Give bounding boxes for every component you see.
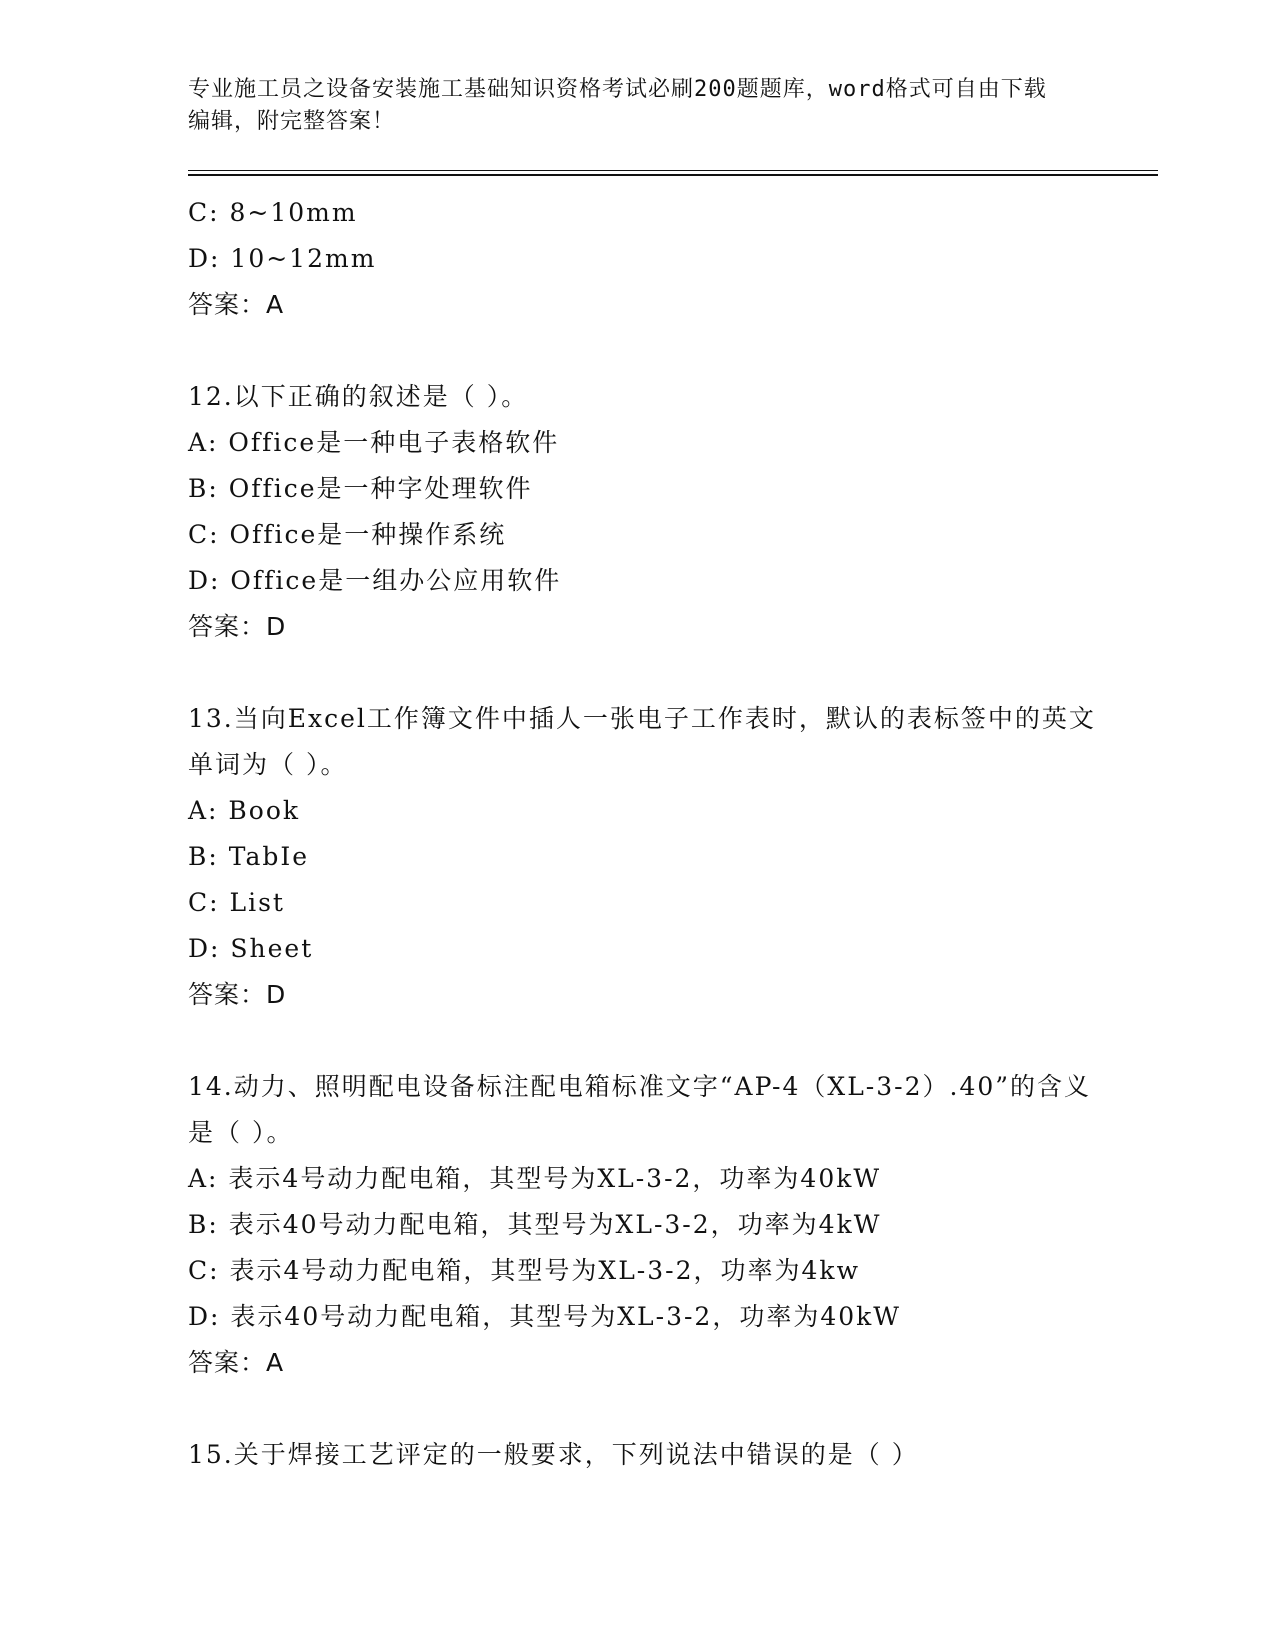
answer: 答案：D xyxy=(188,980,287,1009)
option-d: D: Sheet xyxy=(188,934,314,963)
option-a: A: Office是一种电子表格软件 xyxy=(188,428,560,457)
question-14 xyxy=(188,1064,1118,1386)
option-d: D: 10~12mm xyxy=(188,244,377,273)
option-c: C: 8~10mm xyxy=(188,198,358,227)
question-text: 13.当向Excel工作簿文件中插人一张电子工作表时，默认的表标签中的英文单词为（ ）。 xyxy=(188,704,1096,779)
option-c: C: 表示4号动力配电箱，其型号为XL-3-2，功率为4kw xyxy=(188,1256,860,1285)
question-15 xyxy=(188,1432,1118,1478)
answer: 答案：D xyxy=(188,612,287,641)
option-d: D: 表示40号动力配电箱，其型号为XL-3-2，功率为40kW xyxy=(188,1302,901,1331)
header-rule-bottom xyxy=(188,174,1158,176)
option-b: B: Office是一种字处理软件 xyxy=(188,474,533,503)
option-a: A: Book xyxy=(188,796,301,825)
answer: 答案：A xyxy=(188,290,285,319)
option-b: B: 表示40号动力配电箱，其型号为XL-3-2，功率为4kW xyxy=(188,1210,882,1239)
option-c: C: List xyxy=(188,888,285,917)
question-11-tail xyxy=(188,190,1118,328)
question-text: 12.以下正确的叙述是（ ）。 xyxy=(188,382,529,411)
option-c: C: Office是一种操作系统 xyxy=(188,520,507,549)
option-a: A: 表示4号动力配电箱，其型号为XL-3-2，功率为40kW xyxy=(188,1164,882,1193)
option-d: D: Office是一组办公应用软件 xyxy=(188,566,562,595)
question-12 xyxy=(188,374,1118,650)
answer: 答案：A xyxy=(188,1348,285,1377)
question-list xyxy=(188,190,1118,1478)
question-text: 15.关于焊接工艺评定的一般要求，下列说法中错误的是（ ） xyxy=(188,1440,919,1469)
question-text: 14.动力、照明配电设备标注配电箱标准文字“AP-4（XL-3-2）.40”的含义是（ ）。 xyxy=(188,1072,1092,1147)
header-rule-top xyxy=(188,170,1158,171)
document-header: 专业施工员之设备安装施工基础知识资格考试必刷200题题库，word格式可自由下载编辑，附完整答案！ xyxy=(188,77,1047,134)
question-13 xyxy=(188,696,1118,1018)
option-b: B: TabIe xyxy=(188,842,310,871)
